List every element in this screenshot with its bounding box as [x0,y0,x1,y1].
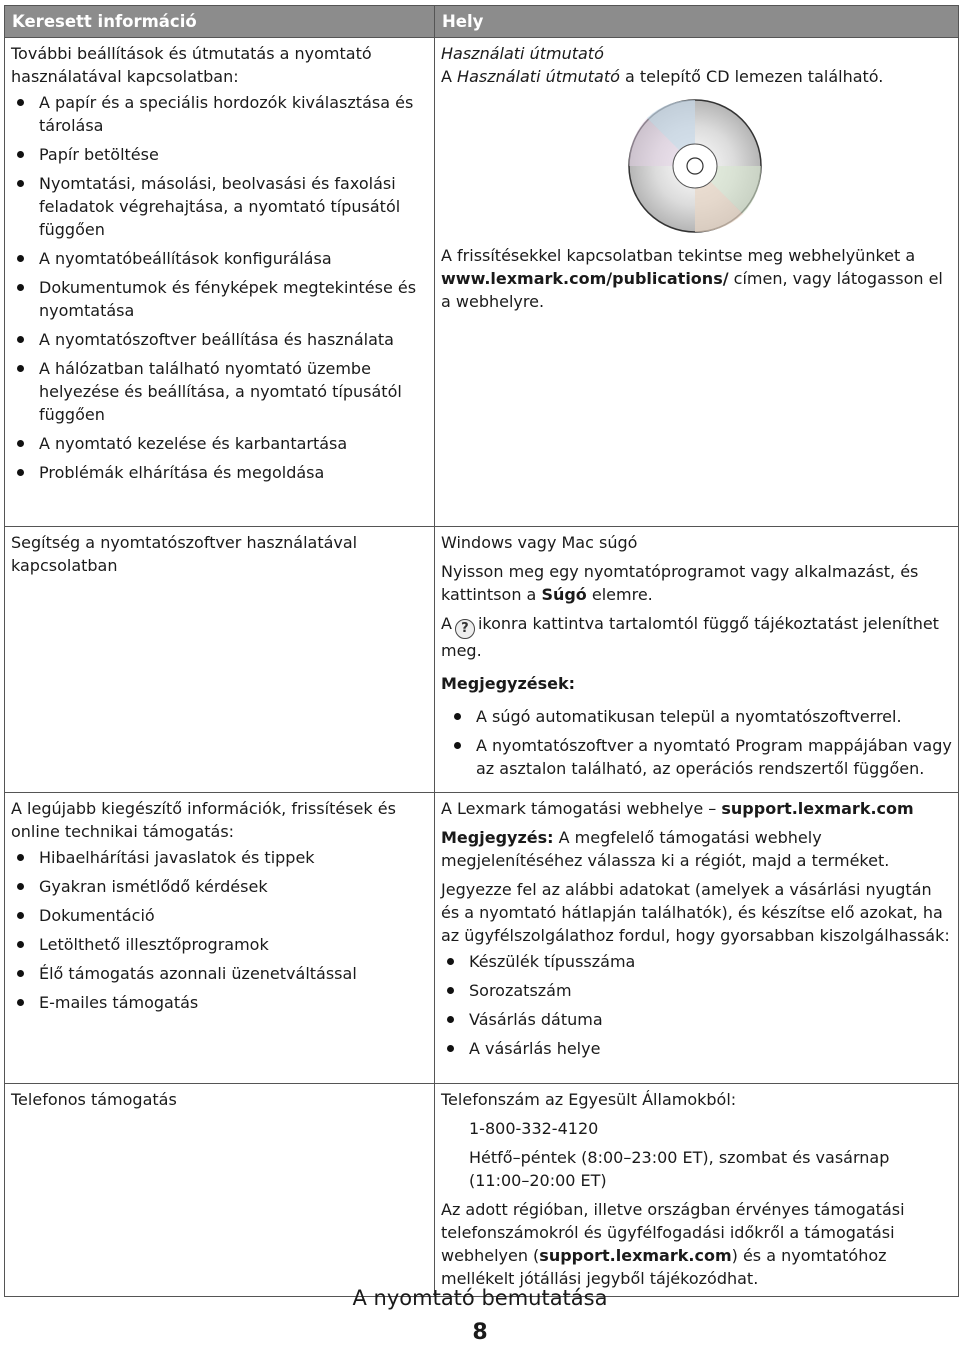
list-item: A nyomtatószoftver a nyomtató Program mappájában vagy az asztalon található, az operációs rendszertől függően. [441,734,952,780]
list-item: A hálózatban található nyomtató üzembe helyezése és beállítása, a nyomtató típusától függően [11,357,428,426]
text-span: címen, vagy látogasson el a webhelyre. [441,269,943,311]
row1-intro: További beállítások és útmutatás a nyomtató használatával kapcsolatban: [11,44,372,86]
list-item: Vásárlás dátuma [441,1008,952,1031]
list-item: Sorozatszám [441,979,952,1002]
cd-icon [627,98,763,234]
page-number: 8 [472,1320,488,1345]
text-span: ) és a nyomtatóhoz mellékelt jótállási jegyből tájékozódhat. [441,1246,887,1288]
users-guide-ref: Használati útmutató [457,67,620,86]
help-menu-ref: Súgó [541,585,587,604]
users-guide-location [441,65,952,88]
list-item: Készülék típusszáma [441,950,952,973]
support-site-title [441,797,952,820]
table-row [5,793,959,1084]
support-note [441,826,952,872]
phone-title: Telefonszám az Egyesült Államokból: [441,1090,737,1109]
list-item: Papír betöltése [11,143,428,166]
header-wanted-info: Keresett információ [5,6,435,38]
update-info [441,244,952,313]
info-table [4,5,959,1297]
text-span: A [441,614,452,633]
list-item: Gyakran ismétlődő kérdések [11,875,428,898]
row3-right-cell [435,793,959,1084]
row4-right-cell [435,1084,959,1297]
header-location: Hely [435,6,959,38]
text-span: A megfelelő támogatási webhely megjelenítéséhez válassza ki a régiót, majd a terméket. [441,828,890,870]
list-item: Dokumentáció [11,904,428,927]
table-row [5,1084,959,1297]
text-span: A frissítésekkel kapcsolatban tekintse meg webhelyünket a [441,246,916,265]
support-link[interactable]: support.lexmark.com [721,799,914,818]
row2-text: Segítség a nyomtatószoftver használatával kapcsolatban [11,533,358,575]
row3-left-cell [5,793,435,1084]
text-span: Nyisson meg egy nyomtatóprogramot vagy alkalmazást, és kattintson a [441,562,919,604]
table-row [5,527,959,793]
text-span: A Lexmark támogatási webhelye – [441,799,722,818]
row4-left-cell [5,1084,435,1297]
list-item: Problémák elhárítása és megoldása [11,461,428,484]
table-header-row [5,6,959,38]
list-item: E-mailes támogatás [11,991,428,1014]
text-span: ikonra kattintva tartalomtól függő tájékoztatást jeleníthet meg. [441,614,939,660]
users-guide-title: Használati útmutató [441,44,604,63]
section-title: A nyomtató bemutatása [352,1286,608,1310]
help-paragraph [441,560,952,606]
list-item: A papír és a speciális hordozók kiválasztása és tárolása [11,91,428,137]
row1-right-cell [435,38,959,527]
text-span: a telepítő CD lemezen található. [619,67,884,86]
other-regions-text [441,1198,952,1290]
record-info-text: Jegyezze fel az alábbi adatokat (amelyek a vásárlási nyugtán és a nyomtató hátlapján találhatók), és készítse elő azokat, ha az ügyfélszolgálathoz fordul, hogy gyorsabban kiszolgálhassák: [441,880,950,945]
list-item: A nyomtatóbeállítások konfigurálása [11,247,428,270]
row4-text: Telefonos támogatás [11,1090,177,1109]
help-title: Windows vagy Mac súgó [441,533,638,552]
row3-intro: A legújabb kiegészítő információk, frissítések és online technikai támogatás: [11,799,396,841]
text-span: elemre. [586,585,653,604]
row3-support-list [11,846,428,1014]
phone-hours: Hétfő–péntek (8:00–23:00 ET), szombat és vasárnap (11:00–20:00 ET) [469,1148,890,1190]
text-span: Az adott régióban, illetve országban érvényes támogatási telefonszámokról és ügyfélfogadási időkről a támogatási webhelyen ( [441,1200,905,1265]
help-icon-paragraph [441,612,952,662]
notes-label: Megjegyzések: [441,674,576,693]
note-label: Megjegyzés: [441,828,554,847]
table-row [5,38,959,527]
list-item: Dokumentumok és fényképek megtekintése és nyomtatása [11,276,428,322]
row2-right-cell [435,527,959,793]
notes-list [441,705,952,780]
text-span: A [441,67,458,86]
phone-number: 1-800-332-4120 [469,1119,599,1138]
record-list [441,950,952,1060]
row1-topic-list [11,91,428,484]
list-item: Hibaelhárítási javaslatok és tippek [11,846,428,869]
list-item: Letölthető illesztőprogramok [11,933,428,956]
row1-left-cell [5,38,435,527]
publications-link[interactable]: www.lexmark.com/publications/ [441,269,729,288]
list-item: Élő támogatás azonnali üzenetváltással [11,962,428,985]
row2-left-cell [5,527,435,793]
list-item: A nyomtató kezelése és karbantartása [11,432,428,455]
list-item: A súgó automatikusan települ a nyomtatószoftverrel. [441,705,952,728]
list-item: A nyomtatószoftver beállítása és használata [11,328,428,351]
list-item: A vásárlás helye [441,1037,952,1060]
question-help-icon: ? [455,619,475,639]
support-link[interactable]: support.lexmark.com [539,1246,732,1265]
list-item: Nyomtatási, másolási, beolvasási és faxolási feladatok végrehajtása, a nyomtató típusától függően [11,172,428,241]
